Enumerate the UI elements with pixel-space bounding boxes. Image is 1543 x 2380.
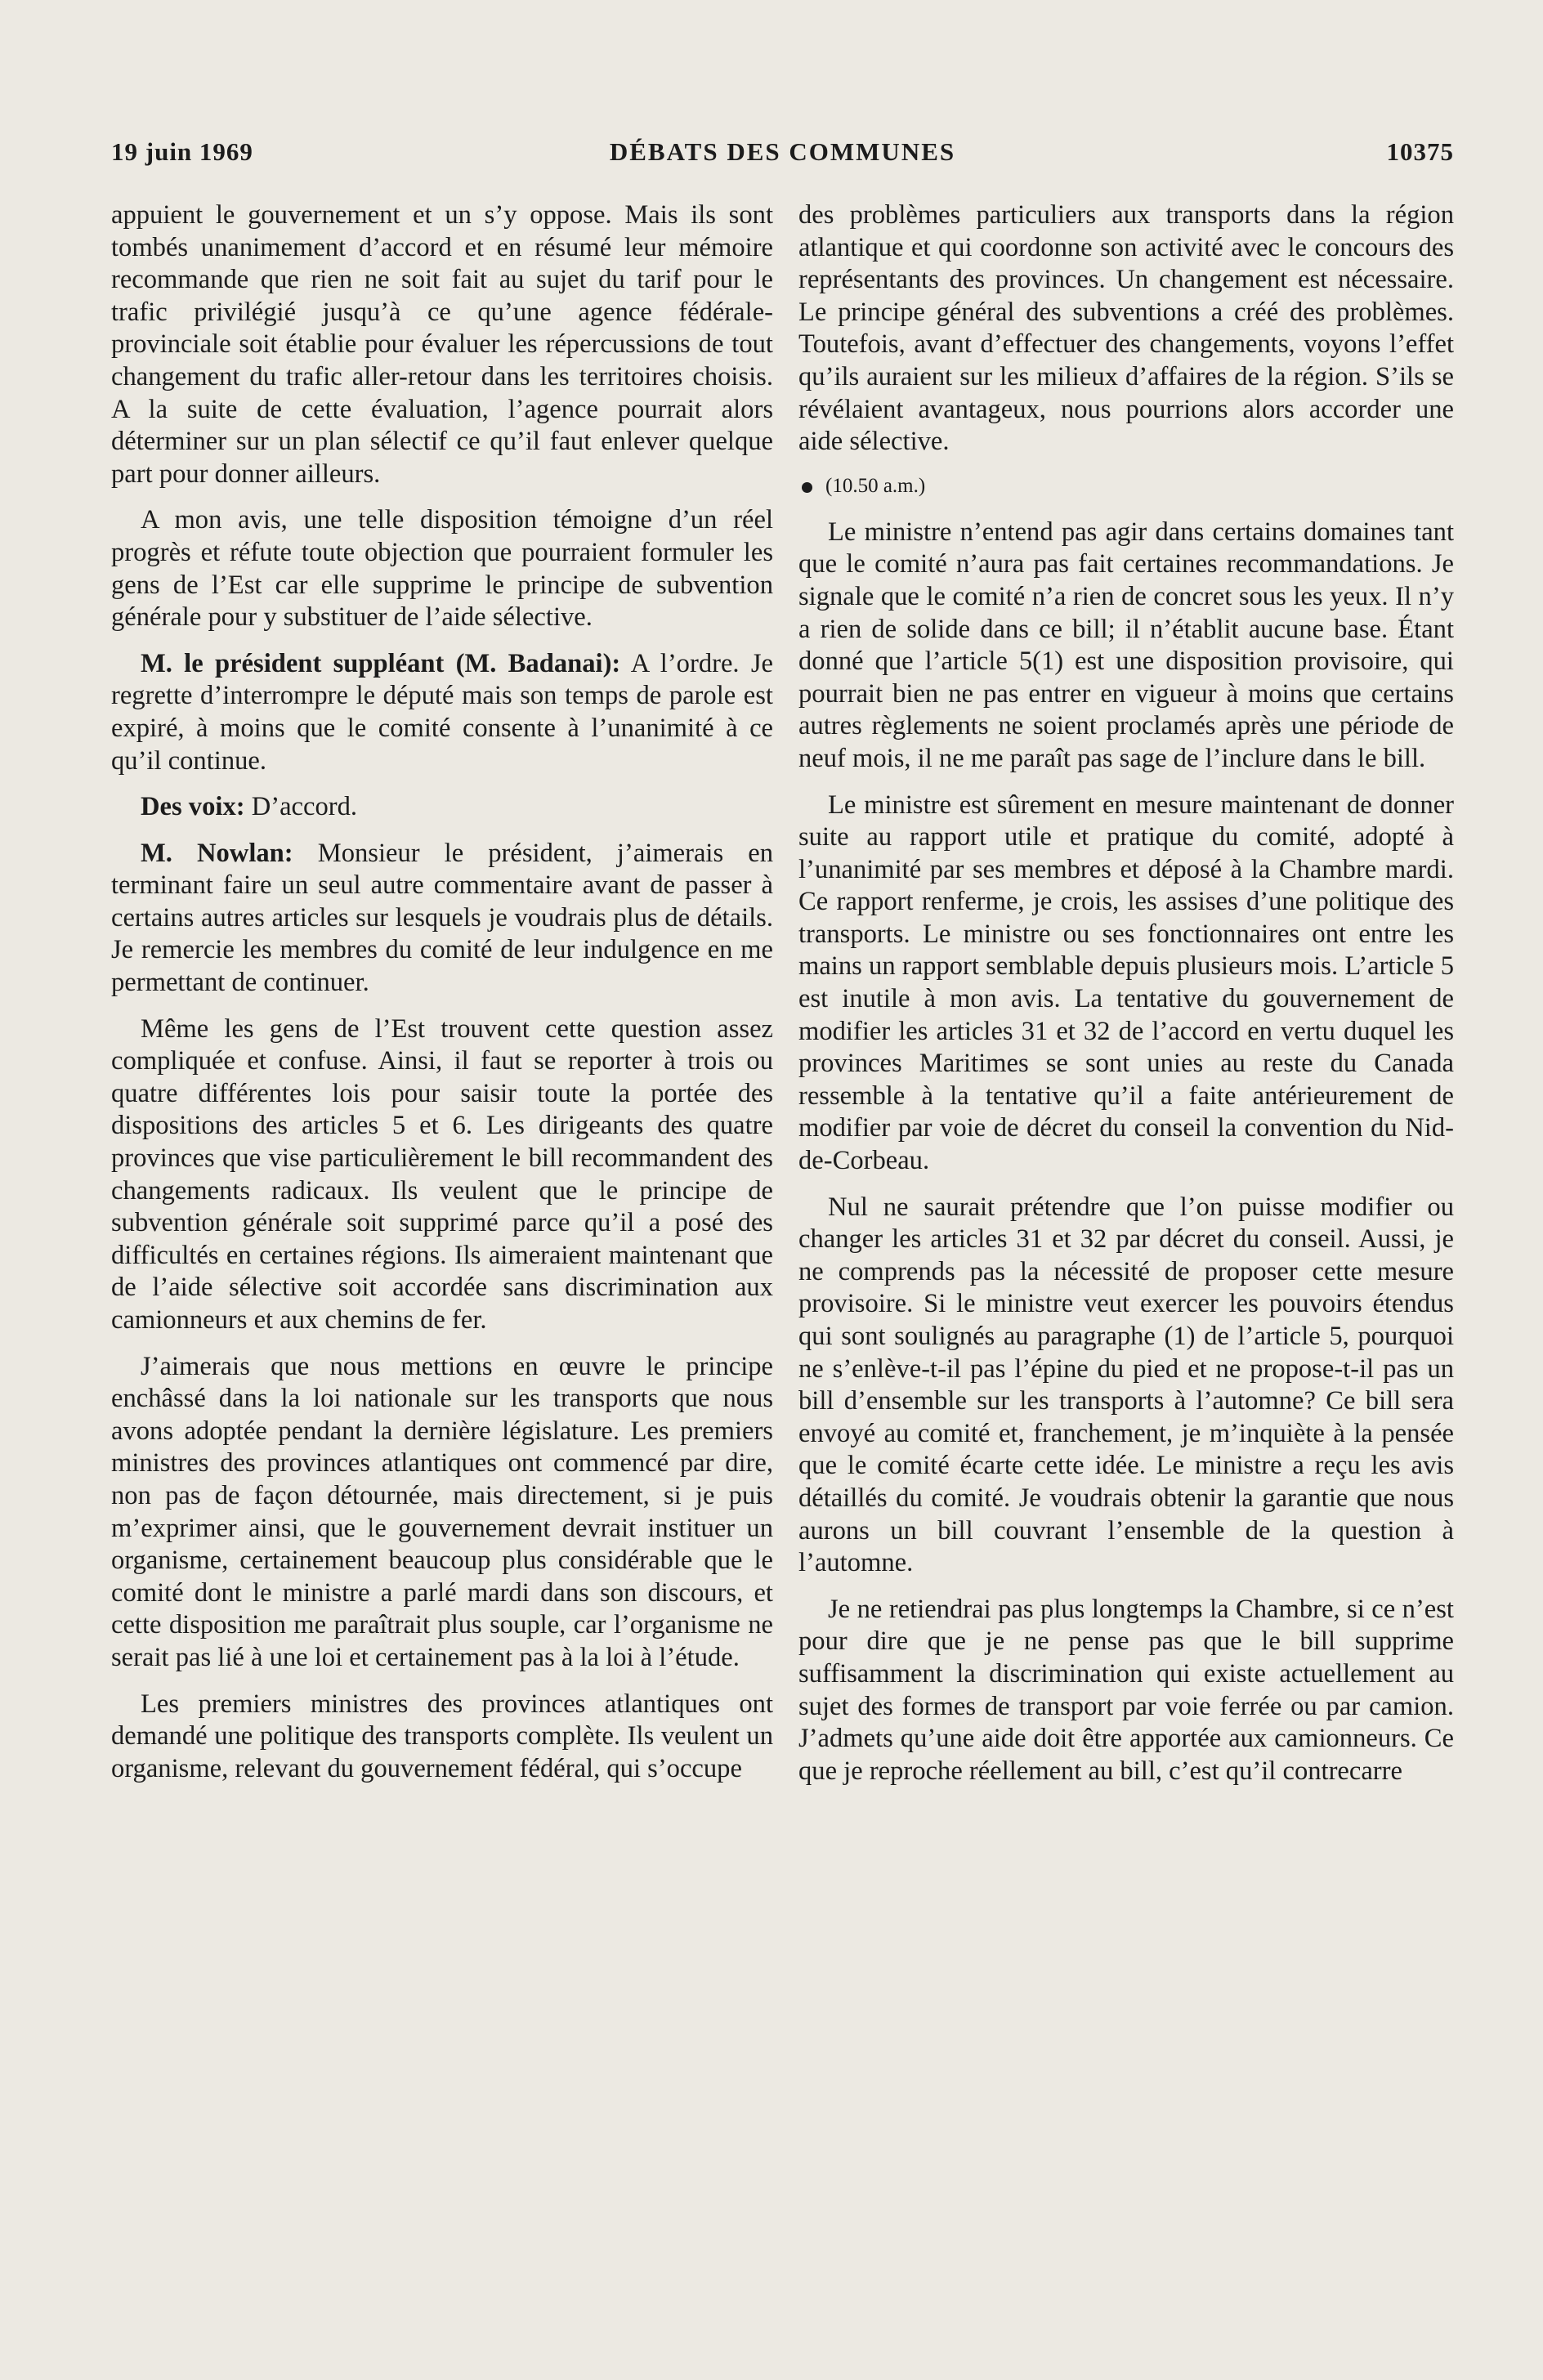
speaker-name: M. le président suppléant (M. Badanai):	[141, 648, 621, 678]
timestamp-text: (10.50 a.m.)	[825, 474, 926, 497]
paragraph: Le ministre n’entend pas agir dans certains domaines tant que le comité n’aura pas fait certaines recommandations. Je signale que le comité n’a rien de concret sous les yeux. Il n’y a rien de solide dans ce bill; il n’établit aucune base. Étant donné que l’article 5(1) est une disposition provisoire, qui pourrait bien ne pas entrer en vigueur à moins que certains autres règlements ne soient proclamés après une période de neuf mois, il ne me paraît pas sage de l’inclure dans le bill.	[798, 517, 1454, 773]
speech-voices	[111, 791, 773, 824]
paragraph: Nul ne saurait prétendre que l’on puisse modifier ou changer les articles 31 et 32 par décret du conseil. Aussi, je ne comprends pas la nécessité de proposer cette mesure provisoire. Si le ministre veut exercer les pouvoirs étendus qui sont soulignés au paragraphe (1) de l’article 5, pourquoi ne s’enlève-t-il pas l’épine du pied et ne propose-t-il pas un bill d’ensemble sur les transports à l’automne? Ce bill sera envoyé au comité et, franchement, je m’inquiète à la pensée que le comité écarte cette idée. Le ministre a reçu les avis détaillés du comité. Je voudrais obtenir la garantie que nous aurons un bill couvrant l’ensemble de la question à l’automne.	[798, 1192, 1454, 1578]
paragraph-continued: appuient le gouvernement et un s’y oppose. Mais ils sont tombés unanimement d’accord et en résumé leur mémoire recommande que rien ne soit fait au sujet du tarif pour le trafic privilégié jusqu’à ce qu’une agence fédérale-provinciale soit établie pour évaluer les répercussions de tout changement du trafic aller-retour dans les territoires choisis. A la suite de cette évaluation, l’agence pourrait alors déterminer sur un plan sélectif ce qu’il faut enlever quelque part pour donner ailleurs.	[111, 200, 773, 489]
right-column	[798, 199, 1454, 1787]
speaker-name: Des voix:	[141, 792, 245, 822]
paragraph: Même les gens de l’Est trouvent cette question assez compliquée et confuse. Ainsi, il faut se reporter à trois ou quatre différentes lois pour saisir toute la portée des dispositions des articles 5 et 6. Les dirigeants des quatre provinces que vise particulièrement le bill recommandent des changements radicaux. Ils veulent que le principe de subvention générale soit supprimé parce qu’il a posé des difficultés en certaines régions. Ils aimeraient maintenant que de l’aide sélective soit accordée sans discrimination aux camionneurs et aux chemins de fer.	[111, 1013, 773, 1335]
speech-nowlan	[111, 838, 773, 1000]
paragraph: Le ministre est sûrement en mesure maintenant de donner suite au rapport utile et pratique du comité, adopté à l’unanimité par ses membres et déposé à la Chambre mardi. Ce rapport renferme, je crois, les assises d’une politique des transports. Le ministre ou ses fonctionnaires ont entre les mains un rapport semblable depuis plusieurs mois. L’article 5 est inutile à mon avis. La tentative du gouvernement de modifier les articles 31 et 32 de l’accord en vertu duquel les provinces Maritimes se sont unies au reste du Canada ressemble à la tentative qu’il a faite antérieurement de modifier par voie de décret du conseil la convention du Nid-de-Corbeau.	[798, 790, 1454, 1176]
paragraph-continued: des problèmes particuliers aux transports dans la région atlantique et qui coordonne son activité avec le concours des représentants des provinces. Un changement est nécessaire. Le principe général des subventions a créé des problèmes. Toutefois, avant d’effectuer des changements, voyons l’effet qu’ils auraient sur les milieux d’affaires de la région. S’ils se révélaient avantageux, nous pourrions alors accorder une aide sélective.	[798, 200, 1454, 457]
paragraph: A mon avis, une telle disposition témoigne d’un réel progrès et réfute toute objection que pourraient formuler les gens de l’Est car elle supprime le principe de subvention générale pour y substituer de l’aide sélective.	[111, 505, 773, 633]
speech-acting-speaker	[111, 648, 773, 777]
header-page-number: 10375	[1386, 137, 1454, 166]
left-column	[111, 199, 773, 1785]
speech-text: D’accord.	[244, 792, 358, 822]
paragraph: Les premiers ministres des provinces atlantiques ont demandé une politique des transports complète. Ils veulent un organisme, relevant du gouvernement fédéral, qui s’occupe	[111, 1689, 773, 1783]
speech-text: Monsieur le président, j’aimerais en terminant faire un seul autre commentaire avant de passer à certains autres articles sur lesquels je voudrais plus de détails. Je remercie les membres du comité de leur indulgence en me permettant de continuer.	[111, 838, 773, 998]
bullet-icon	[802, 482, 812, 493]
header-date: 19 juin 1969	[111, 137, 253, 166]
paragraph: J’aimerais que nous mettions en œuvre le principe enchâssé dans la loi nationale sur les transports que nous avons adoptée pendant la dernière législature. Les premiers ministres des provinces atlantiques ont commencé par dire, non pas de façon détournée, mais directement, si je puis m’exprimer ainsi, que le gouvernement devrait instituer un organisme, certainement beaucoup plus considérable que le comité dont le ministre a parlé mardi dans son discours, et cette disposition me paraîtrait plus souple, car l’organisme ne serait pas lié à une loi et certainement pas à la loi à l’étude.	[111, 1351, 773, 1672]
page-header	[111, 137, 1454, 173]
speech-text: A l’ordre. Je regrette d’interrompre le député mais son temps de parole est expiré, à moins que le comité consente à l’unanimité à ce qu’il continue.	[111, 648, 773, 776]
header-title: DÉBATS DES COMMUNES	[609, 137, 956, 166]
paragraph: Je ne retiendrai pas plus longtemps la Chambre, si ce n’est pour dire que je ne pense pas que le bill supprime suffisamment la discrimination qui existe actuellement au sujet des formes de transport par voie ferrée ou par camion. J’admets qu’une aide doit être apportée aux camionneurs. Ce que je reproche réellement au bill, c’est qu’il contrecarre	[798, 1594, 1454, 1786]
speaker-name: M. Nowlan:	[141, 838, 293, 868]
timestamp	[798, 470, 1454, 503]
